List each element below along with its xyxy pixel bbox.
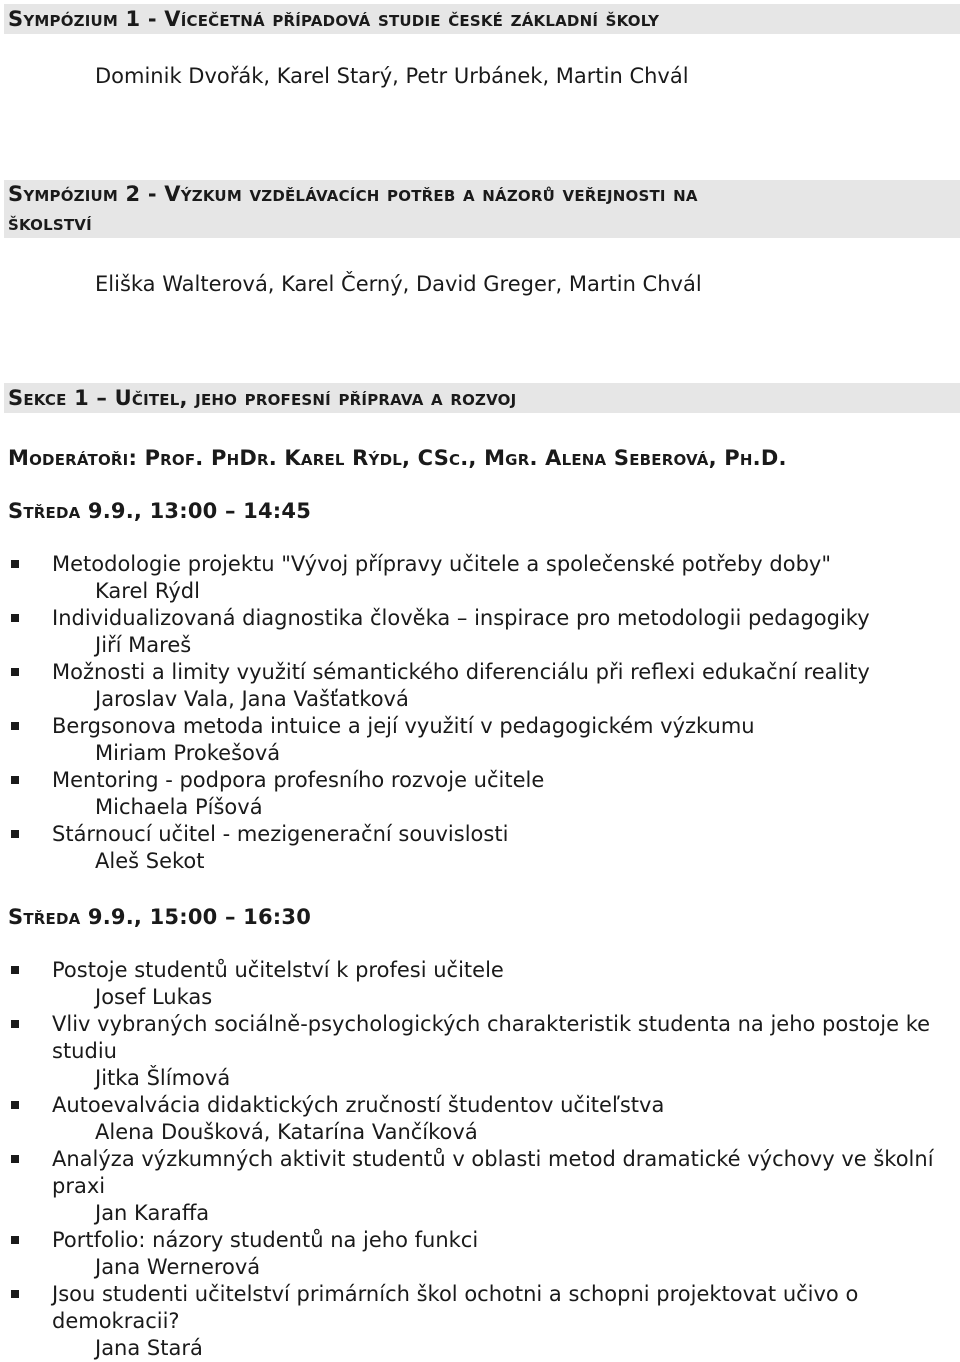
symposium-2-heading xyxy=(4,180,960,238)
symposium-2-heading-line2: školství xyxy=(8,211,92,235)
talk-title: Možnosti a limity využití sémantického diferenciálu při reflexi edukační reality xyxy=(52,660,870,684)
talk-author: Alena Doušková, Katarína Vančíková xyxy=(95,1120,478,1144)
symposium-1-authors: Dominik Dvořák, Karel Starý, Petr Urbánek, Martin Chvál xyxy=(95,64,689,88)
session-1-time: Středa 9.9., 13:00 – 14:45 xyxy=(8,499,312,523)
list-item xyxy=(0,1227,960,1281)
talk-title: Autoevalvácia didaktických zručností študentov učiteľstva xyxy=(52,1093,665,1117)
talk-title: Portfolio: názory studentů na jeho funkci xyxy=(52,1228,479,1252)
talk-title: Analýza výzkumných aktivit studentů v oblasti metod dramatické výchovy ve školní praxi xyxy=(52,1147,934,1198)
list-item xyxy=(0,1146,960,1227)
square-bullet-icon xyxy=(11,560,19,568)
talk-author: Jan Karaffa xyxy=(95,1201,210,1225)
talk-title: Mentoring - podpora profesního rozvoje učitele xyxy=(52,768,545,792)
talk-title: Metodologie projektu "Vývoj přípravy učitele a společenské potřeby doby" xyxy=(52,552,832,576)
session-2-time: Středa 9.9., 15:00 – 16:30 xyxy=(8,905,312,929)
square-bullet-icon xyxy=(11,614,19,622)
talk-author: Jaroslav Vala, Jana Vašťatková xyxy=(95,687,409,711)
square-bullet-icon xyxy=(11,1101,19,1109)
list-item xyxy=(0,659,960,713)
session-2-list xyxy=(0,957,960,1362)
square-bullet-icon xyxy=(11,1155,19,1163)
square-bullet-icon xyxy=(11,1236,19,1244)
symposium-2-authors: Eliška Walterová, Karel Černý, David Greger, Martin Chvál xyxy=(95,272,702,296)
square-bullet-icon xyxy=(11,1290,19,1298)
square-bullet-icon xyxy=(11,1020,19,1028)
talk-title: Individualizovaná diagnostika člověka – inspirace pro metodologii pedagogiky xyxy=(52,606,870,630)
talk-author: Michaela Píšová xyxy=(95,795,263,819)
symposium-2-heading-line1: Sympózium 2 - Výzkum vzdělávacích potřeb a názorů veřejnosti na xyxy=(8,182,698,206)
square-bullet-icon xyxy=(11,776,19,784)
talk-title: Postoje studentů učitelství k profesi učitele xyxy=(52,958,504,982)
talk-author: Jiří Mareš xyxy=(95,633,192,657)
list-item xyxy=(0,713,960,767)
list-item xyxy=(0,551,960,605)
square-bullet-icon xyxy=(11,966,19,974)
list-item xyxy=(0,1092,960,1146)
talk-author: Aleš Sekot xyxy=(95,849,205,873)
symposium-1-heading: Sympózium 1 - Vícečetná případová studie české základní školy xyxy=(4,4,960,34)
list-item xyxy=(0,821,960,875)
session-1-list xyxy=(0,551,960,875)
talk-author: Miriam Prokešová xyxy=(95,741,281,765)
list-item xyxy=(0,605,960,659)
square-bullet-icon xyxy=(11,722,19,730)
talk-author: Jitka Šlímová xyxy=(95,1066,231,1090)
talk-title: Stárnoucí učitel - mezigenerační souvislosti xyxy=(52,822,509,846)
talk-author: Karel Rýdl xyxy=(95,579,200,603)
square-bullet-icon xyxy=(11,830,19,838)
list-item xyxy=(0,767,960,821)
section-1-heading: Sekce 1 – Učitel, jeho profesní příprava a rozvoj xyxy=(4,383,960,413)
section-1-moderators: Moderátoři: Prof. PhDr. Karel Rýdl, CSc., Mgr. Alena Seberová, Ph.D. xyxy=(8,446,787,470)
list-item xyxy=(0,957,960,1011)
talk-title: Vliv vybraných sociálně-psychologických charakteristik studenta na jeho postoje ke studiu xyxy=(52,1012,931,1063)
talk-author: Jana Stará xyxy=(95,1336,203,1360)
talk-title: Bergsonova metoda intuice a její využití v pedagogickém výzkumu xyxy=(52,714,755,738)
list-item xyxy=(0,1281,960,1362)
list-item xyxy=(0,1011,960,1092)
talk-title: Jsou studenti učitelství primárních škol ochotni a schopni projektovat učivo o demokracii? xyxy=(52,1282,859,1333)
square-bullet-icon xyxy=(11,668,19,676)
talk-author: Josef Lukas xyxy=(95,985,213,1009)
talk-author: Jana Wernerová xyxy=(95,1255,261,1279)
